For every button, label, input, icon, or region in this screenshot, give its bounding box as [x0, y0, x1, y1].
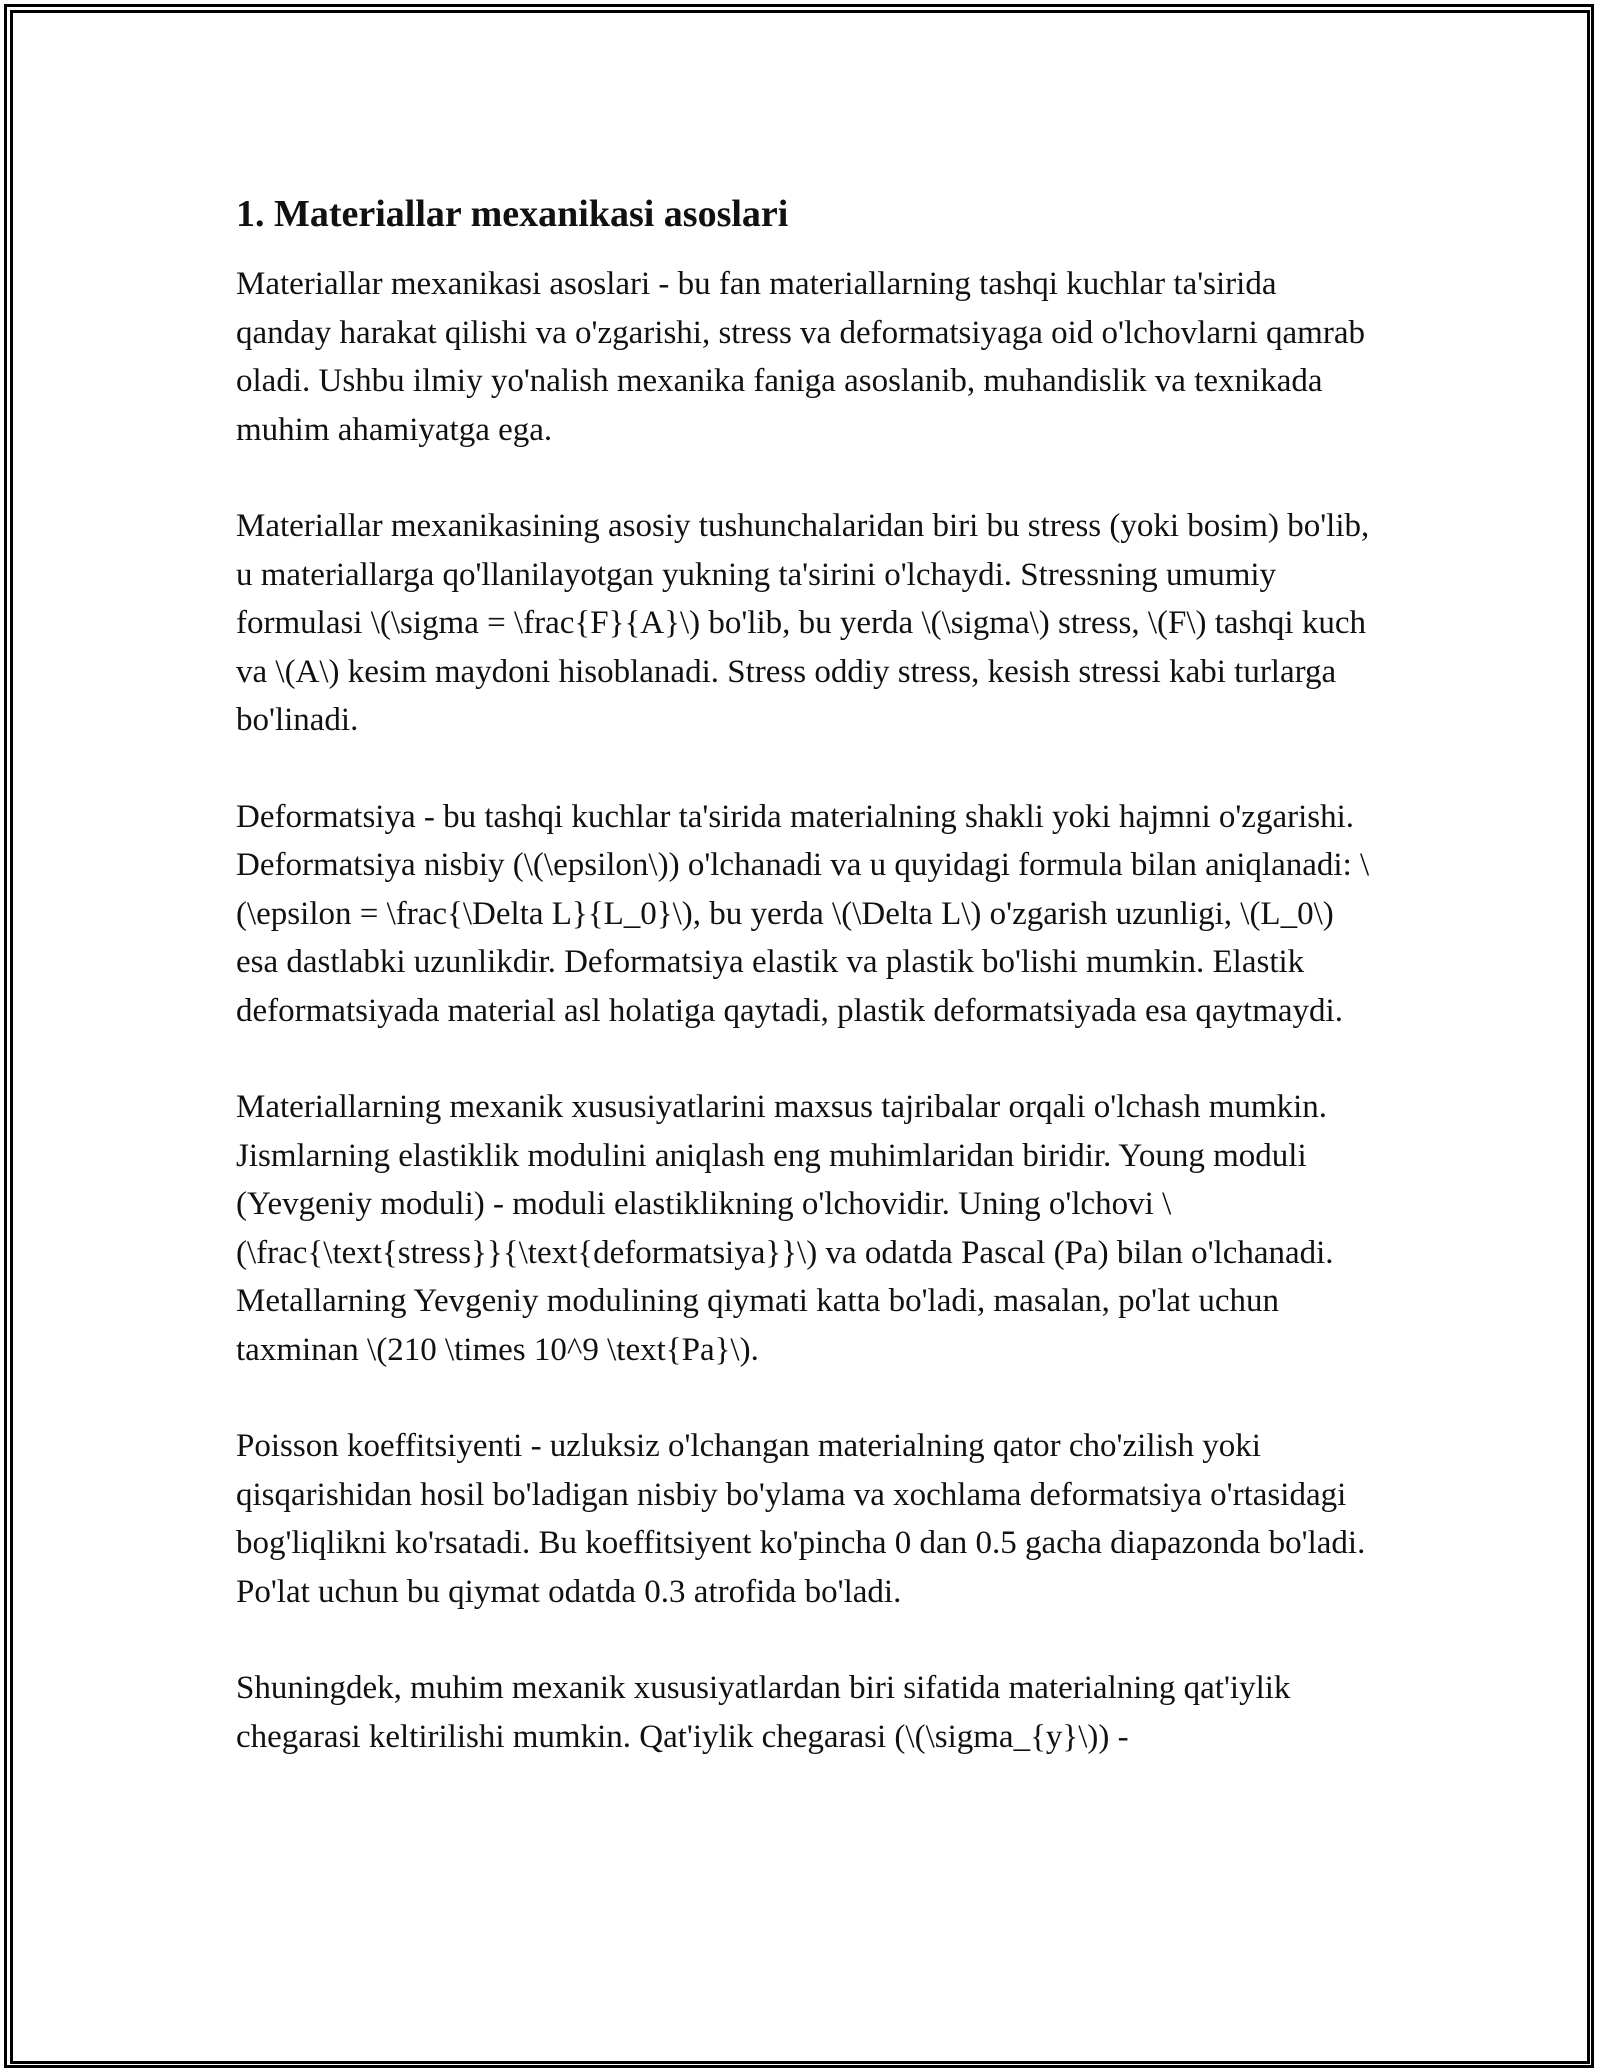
paragraph-stress: Materiallar mexanikasining asosiy tushunchalaridan biri bu stress (yoki bosim) bo'lib, u materiallarga qo'llanilayotgan yukning ta'sirini o'lchaydi. Stressning umumiy formulasi \(\sigma = \frac{F}{A}\) bo'lib, bu yerda \(\sigma\) stress, \(F\) tashqi kuch va \(A\) kesim maydoni hisoblanadi. Stress oddiy stress, kesish stressi kabi turlarga bo'linadi. — [236, 508, 1370, 738]
section-heading: 1. Materiallar mexanikasi asoslari — [236, 193, 789, 235]
paragraph-poisson: Poisson koeffitsiyenti - uzluksiz o'lchangan materialning qator cho'zilish yoki qisqarishidan hosil bo'ladigan nisbiy bo'ylama va xochlama deformatsiya o'rtasidagi bog'liqlikni ko'rsatadi. Bu koeffitsiyent ko'pincha 0 dan 0.5 gacha diapazonda bo'ladi. Po'lat uchun bu qiymat odatda 0.3 atrofida bo'ladi. — [236, 1428, 1366, 1610]
document-body — [236, 188, 1370, 1809]
paragraph-young-modulus: Materiallarning mexanik xususiyatlarini maxsus tajribalar orqali o'lchash mumkin. Jismlarning elastiklik modulini aniqlash eng muhimlaridan biridir. Young moduli (Yevgeniy moduli) - moduli elastiklikning o'lchovidir. Uning o'lchovi \(\frac{\text{stress}}{\text{deformatsiya}}\) va odatda Pascal (Pa) bilan o'lchanadi. Metallarning Yevgeniy modulining qiymati katta bo'ladi, masalan, po'lat uchun taxminan \(210 \times 10^9 \text{Pa}\). — [236, 1089, 1334, 1368]
paragraph-deformation: Deformatsiya - bu tashqi kuchlar ta'sirida materialning shakli yoki hajmni o'zgarishi. Deformatsiya nisbiy (\(\epsilon\)) o'lchanadi va u quyidagi formula bilan aniqlanadi: \(\epsilon = \frac{\Delta L}{L_0}\), bu yerda \(\Delta L\) o'zgarish uzunligi, \(L_0\) esa dastlabki uzunlikdir. Deformatsiya elastik va plastik bo'lishi mumkin. Elastik deformatsiyada material asl holatiga qaytadi, plastik deformatsiyada esa qaytmaydi. — [236, 798, 1370, 1029]
paragraph-yield-strength: Shuningdek, muhim mexanik xususiyatlardan biri sifatida materialning qat'iylik chegarasi keltirilishi mumkin. Qat'iylik chegarasi (\(\sigma_{y}\)) - — [236, 1670, 1291, 1755]
paragraph-intro: Materiallar mexanikasi asoslari - bu fan materiallarning tashqi kuchlar ta'sirida qanday harakat qilishi va o'zgarishi, stress va deformatsiyaga oid o'lchovlarni qamrab oladi. Ushbu ilmiy yo'nalish mexanika faniga asoslanib, muhandislik va texnikada muhim ahamiyatga ega. — [236, 266, 1365, 448]
